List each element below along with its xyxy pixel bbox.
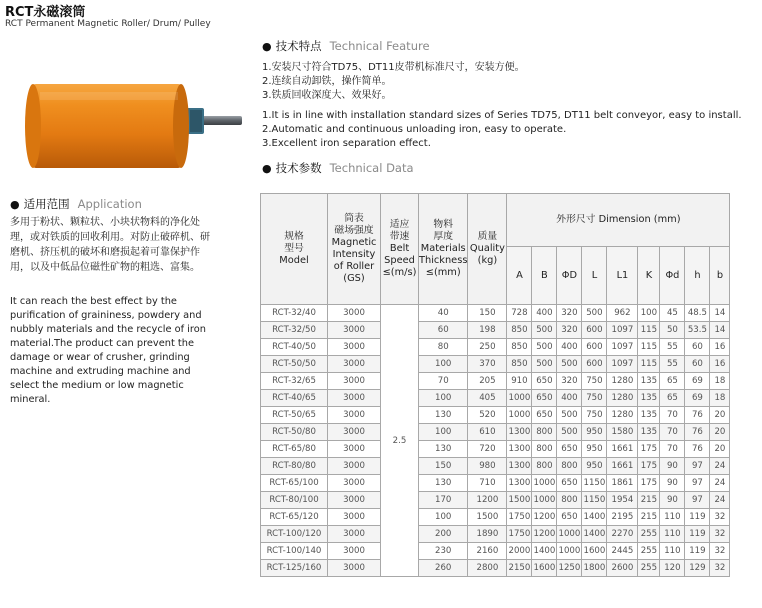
cell-model: RCT-40/50 <box>261 339 328 356</box>
cell-dim-h: 76 <box>685 441 710 458</box>
cell-dim-l1: 1097 <box>607 339 638 356</box>
cell-quality: 250 <box>468 339 507 356</box>
cell-belt-speed: 2.5 <box>381 305 419 577</box>
cell-dim-d: 55 <box>660 356 685 373</box>
cell-dim-b: 800 <box>532 424 557 441</box>
page-subtitle: RCT Permanent Magnetic Roller/ Drum/ Pulley <box>5 19 211 29</box>
cell-dim-l: 950 <box>582 458 607 475</box>
cell-dim-d: 800 <box>557 492 582 509</box>
cell-intensity: 3000 <box>328 475 381 492</box>
cell-dim-l1: 1661 <box>607 441 638 458</box>
cell-dim-b: 24 <box>710 458 730 475</box>
cell-dim-b: 650 <box>532 407 557 424</box>
cell-dim-d: 120 <box>660 560 685 577</box>
cell-dim-k: 115 <box>638 356 660 373</box>
cell-dim-l: 1600 <box>582 543 607 560</box>
cell-dim-a: 1000 <box>507 407 532 424</box>
cell-thickness: 130 <box>419 407 468 424</box>
cell-dim-l1: 1280 <box>607 390 638 407</box>
features-list-en <box>262 109 742 151</box>
cell-dim-b: 16 <box>710 356 730 373</box>
cell-dim-a: 2000 <box>507 543 532 560</box>
cell-quality: 2800 <box>468 560 507 577</box>
cell-dim-k: 215 <box>638 509 660 526</box>
cell-dim-d: 1000 <box>557 543 582 560</box>
cell-dim-b: 18 <box>710 390 730 407</box>
feature-cn-2: 2.连续自动卸铁，操作简单。 <box>262 76 392 87</box>
cell-dim-d: 1000 <box>557 526 582 543</box>
cell-dim-l1: 1661 <box>607 458 638 475</box>
cell-dim-h: 60 <box>685 339 710 356</box>
cell-dim-b: 32 <box>710 526 730 543</box>
cell-intensity: 3000 <box>328 543 381 560</box>
cell-model: RCT-100/140 <box>261 543 328 560</box>
cell-dim-h: 119 <box>685 526 710 543</box>
cell-intensity: 3000 <box>328 356 381 373</box>
cell-dim-a: 850 <box>507 356 532 373</box>
cell-dim-d: 70 <box>660 407 685 424</box>
cell-quality: 720 <box>468 441 507 458</box>
application-text-cn: 多用于粉状、颗粒状、小块状物料的净化处理，或对铁质的回收利用。对防止破碎机、研磨机、挤压机的破坏和磨损起着可靠保护作用，以及中低品位磁性矿物的粗选、富集。 <box>10 217 210 273</box>
cell-dim-b: 20 <box>710 424 730 441</box>
cell-model: RCT-80/100 <box>261 492 328 509</box>
cell-dim-d: 500 <box>557 356 582 373</box>
cell-intensity: 3000 <box>328 492 381 509</box>
cell-dim-k: 175 <box>638 441 660 458</box>
cell-dim-h: 76 <box>685 424 710 441</box>
header-dim-l: L <box>582 247 607 305</box>
cell-quality: 980 <box>468 458 507 475</box>
cell-dim-k: 255 <box>638 543 660 560</box>
header-dim-b: B <box>532 247 557 305</box>
cell-dim-d: 110 <box>660 526 685 543</box>
table-row <box>261 526 730 543</box>
cell-intensity: 3000 <box>328 458 381 475</box>
cell-dim-l: 600 <box>582 322 607 339</box>
cell-dim-k: 115 <box>638 339 660 356</box>
header-dim-h: h <box>685 247 710 305</box>
cell-quality: 2160 <box>468 543 507 560</box>
cell-quality: 205 <box>468 373 507 390</box>
cell-dim-b: 32 <box>710 509 730 526</box>
feature-en-1: 1.It is in line with installation standard sizes of Series TD75, DT11 belt conveyor, easy to install. <box>262 110 742 121</box>
cell-dim-b: 650 <box>532 373 557 390</box>
cell-dim-b: 16 <box>710 339 730 356</box>
cell-thickness: 100 <box>419 509 468 526</box>
cell-dim-l1: 1954 <box>607 492 638 509</box>
cell-dim-l: 500 <box>582 305 607 322</box>
cell-dim-k: 100 <box>638 305 660 322</box>
cell-dim-b: 1200 <box>532 509 557 526</box>
table-row <box>261 475 730 492</box>
cell-dim-d: 70 <box>660 441 685 458</box>
cell-quality: 198 <box>468 322 507 339</box>
feature-en-3: 3.Excellent iron separation effect. <box>262 138 431 149</box>
cell-intensity: 3000 <box>328 424 381 441</box>
table-row <box>261 407 730 424</box>
feature-cn-1: 1.安装尺寸符合TD75、DT11皮带机标准尺寸，安装方便。 <box>262 62 525 73</box>
cell-thickness: 100 <box>419 356 468 373</box>
cell-dim-d: 110 <box>660 509 685 526</box>
cell-dim-b: 500 <box>532 322 557 339</box>
cell-dim-l1: 2600 <box>607 560 638 577</box>
cell-dim-d: 320 <box>557 322 582 339</box>
table-row <box>261 339 730 356</box>
cell-intensity: 3000 <box>328 509 381 526</box>
header-dim-l1: L1 <box>607 247 638 305</box>
cell-thickness: 80 <box>419 339 468 356</box>
cell-model: RCT-32/40 <box>261 305 328 322</box>
cell-dim-l1: 1580 <box>607 424 638 441</box>
cell-dim-a: 728 <box>507 305 532 322</box>
cell-dim-d: 110 <box>660 543 685 560</box>
cell-dim-d: 55 <box>660 339 685 356</box>
cell-dim-l1: 1280 <box>607 373 638 390</box>
cell-model: RCT-32/65 <box>261 373 328 390</box>
cell-dim-b: 650 <box>532 390 557 407</box>
cell-dim-a: 1750 <box>507 526 532 543</box>
cell-model: RCT-65/120 <box>261 509 328 526</box>
table-row <box>261 305 730 322</box>
cell-dim-l: 750 <box>582 390 607 407</box>
cell-dim-k: 115 <box>638 322 660 339</box>
cell-intensity: 3000 <box>328 390 381 407</box>
cell-dim-h: 69 <box>685 390 710 407</box>
cell-dim-b: 24 <box>710 475 730 492</box>
cell-dim-l1: 2195 <box>607 509 638 526</box>
cell-dim-d: 650 <box>557 441 582 458</box>
cell-model: RCT-50/50 <box>261 356 328 373</box>
cell-dim-k: 255 <box>638 560 660 577</box>
cell-dim-h: 119 <box>685 509 710 526</box>
cell-dim-b: 400 <box>532 305 557 322</box>
cell-quality: 405 <box>468 390 507 407</box>
cell-dim-k: 135 <box>638 390 660 407</box>
cell-dim-k: 175 <box>638 458 660 475</box>
cell-intensity: 3000 <box>328 526 381 543</box>
cell-dim-k: 215 <box>638 492 660 509</box>
cell-dim-d: 320 <box>557 373 582 390</box>
header-thickness: 物料 厚度 Materials Thickness ≤(mm) <box>419 194 468 305</box>
cell-model: RCT-50/80 <box>261 424 328 441</box>
cell-dim-d: 45 <box>660 305 685 322</box>
feature-cn-3: 3.铁质回收深度大、效果好。 <box>262 90 392 101</box>
header-model: 规格 型号 Model <box>261 194 328 305</box>
features-heading: ● 技术特点 Technical Feature <box>262 39 430 53</box>
cell-quality: 1200 <box>468 492 507 509</box>
table-row <box>261 390 730 407</box>
application-text-en: It can reach the best effect by the purification of graininess, powdery and nubbly materials and the recycle of iron material.The product can prevent the damage or wear of crusher, grinding machine and extruding machine and select the medium or low magnetic mineral. <box>10 296 206 405</box>
cell-dim-b: 1000 <box>532 475 557 492</box>
cell-model: RCT-100/120 <box>261 526 328 543</box>
cell-dim-b: 800 <box>532 441 557 458</box>
cell-model: RCT-80/80 <box>261 458 328 475</box>
cell-dim-b: 18 <box>710 373 730 390</box>
cell-dim-k: 135 <box>638 407 660 424</box>
cell-thickness: 170 <box>419 492 468 509</box>
cell-thickness: 130 <box>419 441 468 458</box>
table-row <box>261 373 730 390</box>
cell-dim-h: 69 <box>685 373 710 390</box>
cell-dim-a: 850 <box>507 322 532 339</box>
cell-thickness: 70 <box>419 373 468 390</box>
cell-dim-d: 90 <box>660 492 685 509</box>
cell-dim-b: 20 <box>710 441 730 458</box>
header-belt-speed: 适应 带速 Belt Speed ≤(m/s) <box>381 194 419 305</box>
cell-dim-l: 1150 <box>582 475 607 492</box>
cell-dim-d: 90 <box>660 475 685 492</box>
cell-intensity: 3000 <box>328 305 381 322</box>
cell-thickness: 260 <box>419 560 468 577</box>
cell-intensity: 3000 <box>328 407 381 424</box>
cell-model: RCT-125/160 <box>261 560 328 577</box>
cell-dim-h: 48.5 <box>685 305 710 322</box>
cell-dim-l: 950 <box>582 441 607 458</box>
cell-dim-a: 1300 <box>507 475 532 492</box>
page-title: RCT永磁滚筒 <box>5 5 86 20</box>
cell-dim-b: 1400 <box>532 543 557 560</box>
cell-quality: 520 <box>468 407 507 424</box>
cell-dim-a: 1300 <box>507 458 532 475</box>
cell-quality: 610 <box>468 424 507 441</box>
cell-dim-l1: 962 <box>607 305 638 322</box>
table-row <box>261 356 730 373</box>
cell-dim-h: 53.5 <box>685 322 710 339</box>
spec-table <box>260 193 730 577</box>
cell-dim-l1: 1097 <box>607 322 638 339</box>
cell-dim-b: 500 <box>532 356 557 373</box>
cell-dim-l: 750 <box>582 407 607 424</box>
cell-dim-d: 650 <box>557 475 582 492</box>
cell-dim-k: 135 <box>638 373 660 390</box>
cell-dim-d: 50 <box>660 322 685 339</box>
cell-dim-a: 1300 <box>507 424 532 441</box>
cell-thickness: 130 <box>419 475 468 492</box>
cell-dim-b: 800 <box>532 458 557 475</box>
cell-thickness: 40 <box>419 305 468 322</box>
cell-thickness: 150 <box>419 458 468 475</box>
table-row <box>261 424 730 441</box>
cell-dim-l1: 1861 <box>607 475 638 492</box>
cell-thickness: 60 <box>419 322 468 339</box>
cell-intensity: 3000 <box>328 560 381 577</box>
spec-table-body <box>261 305 730 577</box>
cell-dim-h: 129 <box>685 560 710 577</box>
table-row <box>261 322 730 339</box>
table-row <box>261 492 730 509</box>
cell-dim-b: 14 <box>710 322 730 339</box>
cell-dim-l1: 2270 <box>607 526 638 543</box>
cell-quality: 1500 <box>468 509 507 526</box>
tech-data-heading: ● 技术参数 Technical Data <box>262 161 414 175</box>
cell-dim-k: 175 <box>638 475 660 492</box>
cell-model: RCT-65/80 <box>261 441 328 458</box>
magnetic-roller-image <box>20 76 250 176</box>
cell-intensity: 3000 <box>328 339 381 356</box>
cell-dim-b: 32 <box>710 543 730 560</box>
cell-thickness: 100 <box>419 424 468 441</box>
cell-dim-k: 255 <box>638 526 660 543</box>
cell-quality: 150 <box>468 305 507 322</box>
header-dim-a: A <box>507 247 532 305</box>
table-row <box>261 509 730 526</box>
cell-dim-h: 97 <box>685 475 710 492</box>
cell-model: RCT-50/65 <box>261 407 328 424</box>
header-dim-k: K <box>638 247 660 305</box>
header-intensity: 筒表 磁场强度 Magnetic Intensity of Roller (GS) <box>328 194 381 305</box>
cell-dim-a: 850 <box>507 339 532 356</box>
cell-dim-a: 1000 <box>507 390 532 407</box>
cell-dim-a: 1300 <box>507 441 532 458</box>
cell-model: RCT-65/100 <box>261 475 328 492</box>
cell-thickness: 200 <box>419 526 468 543</box>
cell-dim-l1: 1097 <box>607 356 638 373</box>
table-row <box>261 543 730 560</box>
cell-dim-k: 135 <box>638 424 660 441</box>
cell-dim-l: 1800 <box>582 560 607 577</box>
features-list-cn <box>262 61 525 103</box>
cell-dim-b: 32 <box>710 560 730 577</box>
cell-dim-l: 1150 <box>582 492 607 509</box>
table-row <box>261 458 730 475</box>
cell-dim-a: 1750 <box>507 509 532 526</box>
cell-intensity: 3000 <box>328 322 381 339</box>
cell-dim-d: 500 <box>557 424 582 441</box>
cell-dim-d: 650 <box>557 509 582 526</box>
cell-dim-d: 400 <box>557 390 582 407</box>
cell-dim-d: 1250 <box>557 560 582 577</box>
cell-quality: 370 <box>468 356 507 373</box>
cell-dim-b: 1600 <box>532 560 557 577</box>
cell-dim-h: 97 <box>685 492 710 509</box>
cell-dim-l: 1400 <box>582 526 607 543</box>
cell-dim-d: 70 <box>660 424 685 441</box>
cell-dim-l: 750 <box>582 373 607 390</box>
cell-dim-l: 600 <box>582 356 607 373</box>
header-dim-b-small: b <box>710 247 730 305</box>
header-dim-shaft-diameter: Φd <box>660 247 685 305</box>
cell-dim-h: 76 <box>685 407 710 424</box>
cell-dim-d: 65 <box>660 373 685 390</box>
cell-intensity: 3000 <box>328 373 381 390</box>
cell-model: RCT-40/65 <box>261 390 328 407</box>
header-dimension: 外形尺寸 Dimension (mm) <box>507 194 730 247</box>
cell-dim-l1: 1280 <box>607 407 638 424</box>
cell-dim-h: 119 <box>685 543 710 560</box>
cell-dim-d: 320 <box>557 305 582 322</box>
cell-model: RCT-32/50 <box>261 322 328 339</box>
cell-dim-l: 950 <box>582 424 607 441</box>
cell-dim-d: 400 <box>557 339 582 356</box>
cell-dim-b: 1200 <box>532 526 557 543</box>
cell-quality: 1890 <box>468 526 507 543</box>
application-heading: ● 适用范围 Application <box>10 197 142 211</box>
cell-dim-d: 65 <box>660 390 685 407</box>
cell-dim-h: 60 <box>685 356 710 373</box>
cell-dim-a: 2150 <box>507 560 532 577</box>
cell-dim-d: 90 <box>660 458 685 475</box>
cell-dim-d: 500 <box>557 407 582 424</box>
cell-dim-b: 20 <box>710 407 730 424</box>
cell-dim-d: 800 <box>557 458 582 475</box>
cell-dim-b: 1000 <box>532 492 557 509</box>
cell-intensity: 3000 <box>328 441 381 458</box>
header-dim-outer-diameter: ΦD <box>557 247 582 305</box>
cell-dim-b: 14 <box>710 305 730 322</box>
cell-dim-a: 910 <box>507 373 532 390</box>
table-row <box>261 441 730 458</box>
cell-dim-b: 24 <box>710 492 730 509</box>
cell-dim-l: 600 <box>582 339 607 356</box>
header-quality: 质量 Quality (kg) <box>468 194 507 305</box>
table-row <box>261 560 730 577</box>
cell-dim-l: 1400 <box>582 509 607 526</box>
cell-thickness: 230 <box>419 543 468 560</box>
cell-dim-b: 500 <box>532 339 557 356</box>
cell-dim-a: 1500 <box>507 492 532 509</box>
cell-quality: 710 <box>468 475 507 492</box>
cell-dim-h: 97 <box>685 458 710 475</box>
feature-en-2: 2.Automatic and continuous unloading iron, easy to operate. <box>262 124 567 135</box>
cell-thickness: 100 <box>419 390 468 407</box>
cell-dim-l1: 2445 <box>607 543 638 560</box>
